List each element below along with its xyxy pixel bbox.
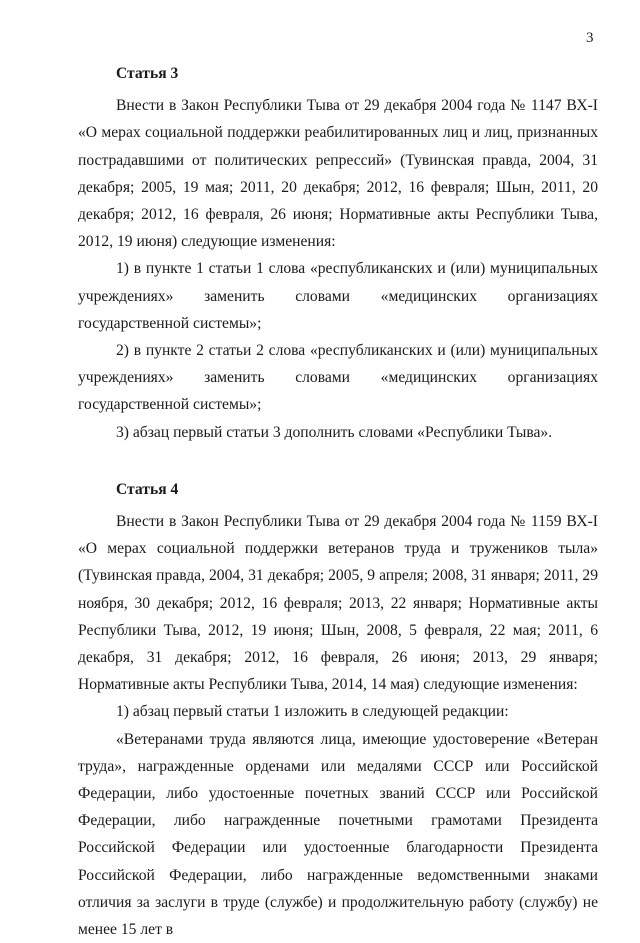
article-3-item-1: 1) в пункте 1 статьи 1 слова «республиканских и (или) муниципальных учреждениях» заменить словами «медицинских организациях государственной системы»; [78,260,598,332]
article-4-quoted-text: «Ветеранами труда являются лица, имеющие удостоверение «Ветеран труда», награжденные орденами или медалями СССР или Российской Федерации, либо удостоенные почетных званий СССР или Российской Федерации, либо награжденные почетными грамотами Президента Российской Федерации или удостоенные благодарности Президента Российской Федерации, либо награжденные ведомственными знаками отличия за заслуги в труде (службе) и продолжительную работу (службу) не менее 15 лет в [78,730,598,939]
page-number: 3 [586,30,594,46]
section-heading-article-3: Статья 3 [116,65,179,82]
section-heading-article-4: Статья 4 [116,480,179,498]
article-3-intro: Внести в Закон Республики Тыва от 29 декабря 2004 года № 1147 ВХ-I «О мерах социальной поддержки реабилитированных лиц и лиц, признанных пострадавшими от политических репрессий» (Тувинская правда, 2004, 31 декабря; 2005, 19 мая; 2011, 20 декабря; 2012, 16 февраля; Шын, 2011, 20 декабря; 2012, 16 февраля, 26 июня; Нормативные акты Республики Тыва, 2012, 19 июня) следующие изменения: [78,97,598,251]
article-3-item-2: 2) в пункте 2 статьи 2 слова «республиканских и (или) муниципальных учреждениях» заменить словами «медицинских организациях государственной системы»; [78,342,598,414]
article-4-item-1: 1) абзац первый статьи 1 изложить в следующей редакции: [116,703,509,721]
article-3-item-3: 3) абзац первый статьи 3 дополнить словами «Республики Тыва». [116,423,553,441]
article-4-intro: Внести в Закон Республики Тыва от 29 декабря 2004 года № 1159 ВХ-I «О мерах социальной поддержки ветеранов труда и тружеников тыла» (Тувинская правда, 2004, 31 декабря; 2005, 9 апреля; 2008, 31 января; 2011, 29 ноября, 30 декабря; 2012, 16 февраля; 2013, 22 января; Нормативные акты Республики Тыва, 2012, 19 июня; Шын, 2008, 5 февраля, 22 мая; 2011, 6 декабря, 31 декабря; 2012, 16 февраля, 26 июня; 2013, 29 января; Нормативные акты Республики Тыва, 2014, 14 мая) следующие изменения: [78,513,598,694]
document-body [78,60,598,943]
